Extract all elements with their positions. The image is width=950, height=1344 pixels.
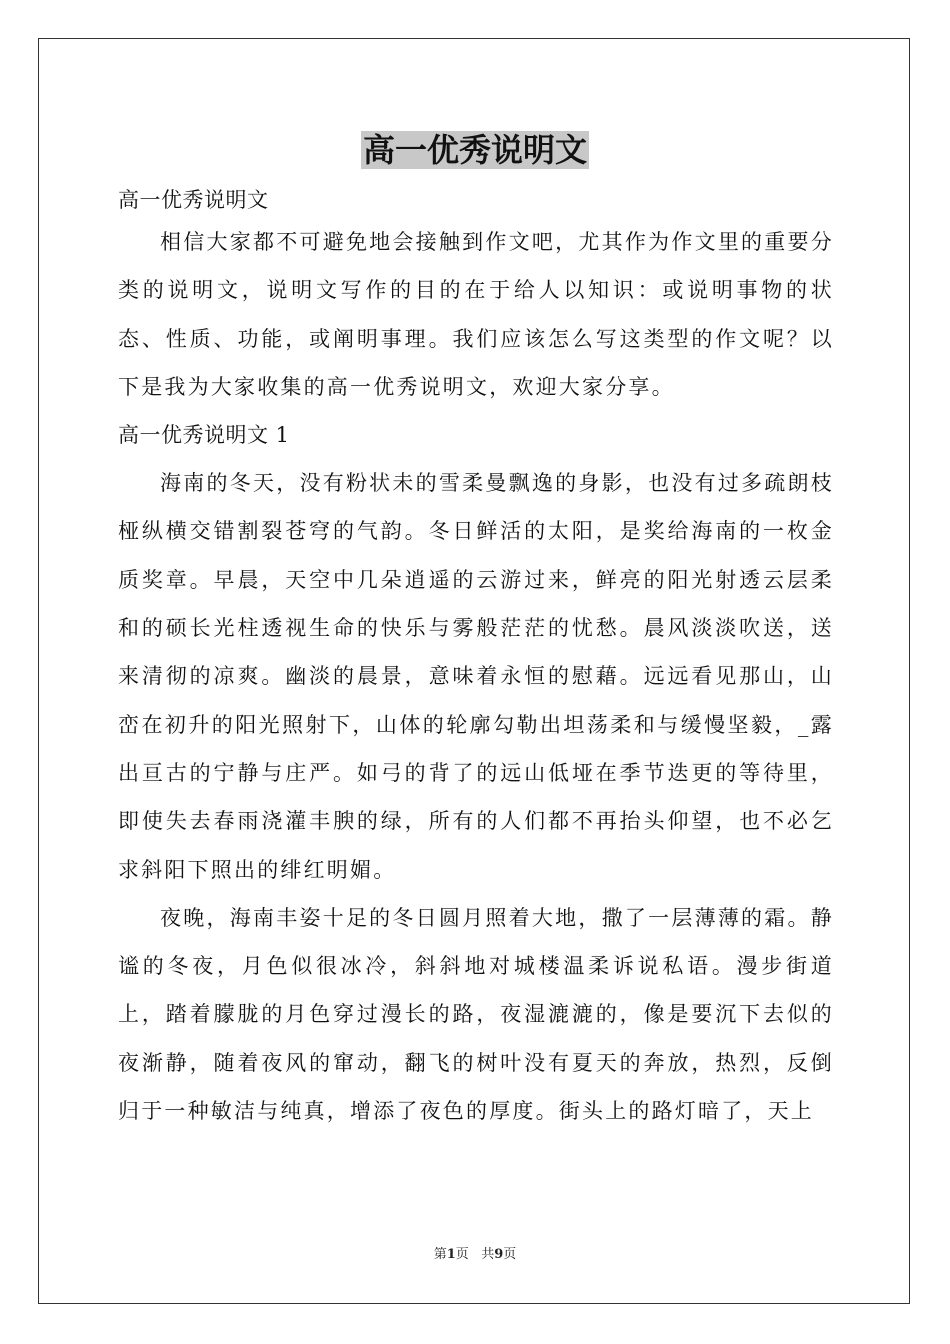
body-paragraph-2: 夜晚，海南丰姿十足的冬日圆月照着大地，撒了一层薄薄的霜。静谧的冬夜，月色似很冰冷，斜斜地对城楼温柔诉说私语。漫步街道上，踏着朦胧的月色穿过漫长的路，夜湿漉漉的，像是要沉下去似的夜渐静，随着夜风的窜动，翻飞的树叶没有夏天的奔放，热烈，反倒归于一种敏洁与纯真，增添了夜色的厚度。街头上的路灯暗了，天上 xyxy=(118,905,834,1124)
document-body xyxy=(118,182,834,1135)
document-title-text: 高一优秀说明文 xyxy=(362,131,587,169)
intro-paragraph: 相信大家都不可避免地会接触到作文吧，尤其作为作文里的重要分类的说明文，说明文写作的目的在于给人以知识：或说明事物的状态、性质、功能，或阐明事理。我们应该怎么写这类型的作文呢？以下是我为大家收集的高一优秀说明文，欢迎大家分享。 xyxy=(118,230,834,399)
page-number: 1 xyxy=(446,1247,456,1262)
total-label-prefix: 共 xyxy=(481,1247,495,1262)
body-paragraph-1: 海南的冬天，没有粉状未的雪柔曼飘逸的身影，也没有过多疏朗枝桠纵横交错割裂苍穹的气韵。冬日鲜活的太阳，是奖给海南的一枚金质奖章。早晨，天空中几朵逍遥的云游过来，鲜亮的阳光射透云层柔和的硕长光柱透视生命的快乐与雾般茫茫的忧愁。晨风淡淡吹送，送来清彻的凉爽。幽淡的晨景，意味着永恒的慰藉。远远看见那山，山峦在初升的阳光照射下，山体的轮廓勾勒出坦荡柔和与缓慢坚毅，_露出亘古的宁静与庄严。如弓的背了的远山低垭在季节迭更的等待里，即使失去春雨浇灌丰腴的绿，所有的人们都不再抬头仰望，也不必乞求斜阳下照出的绯红明媚。 xyxy=(118,471,834,882)
document-title xyxy=(0,127,950,173)
total-label-suffix: 页 xyxy=(503,1247,517,1262)
page-label-prefix: 第 xyxy=(433,1247,447,1262)
page-footer xyxy=(0,1245,950,1265)
page-label-suffix: 页 xyxy=(455,1247,469,1262)
total-pages: 9 xyxy=(494,1247,504,1262)
document-subtitle: 高一优秀说明文 xyxy=(118,188,269,212)
section-heading: 高一优秀说明文 1 xyxy=(118,423,290,448)
